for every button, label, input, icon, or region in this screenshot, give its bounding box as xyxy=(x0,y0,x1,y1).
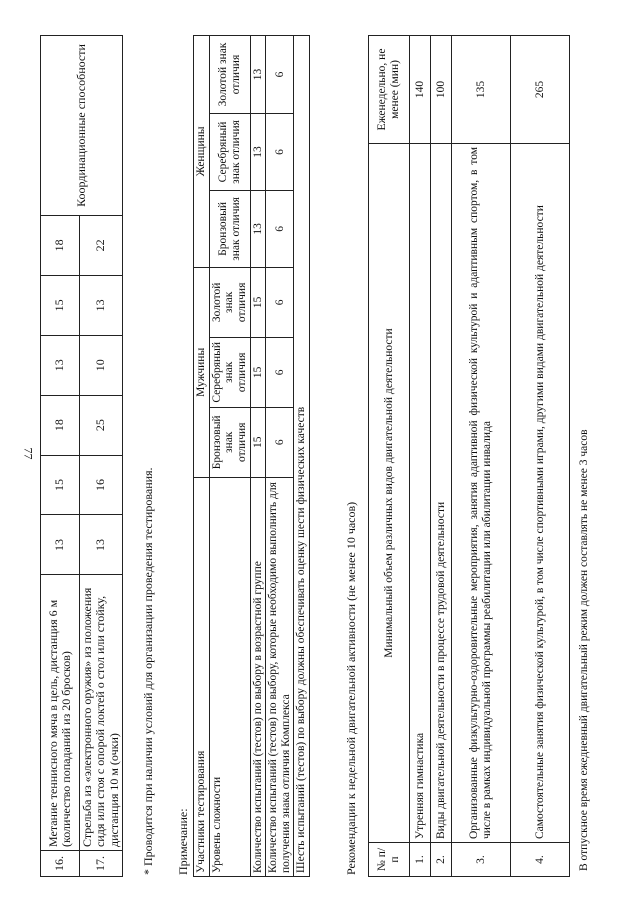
activity-name: Организованные физкультурно-оздоровительные мероприятия, занятия адаптивной физической культурой и адаптивным спортом, в том числе в рамках индивидуальной программы реабилитации или абилитации инвалида xyxy=(452,143,511,842)
test-value: 13 xyxy=(80,275,123,335)
row-number: 4. xyxy=(511,843,570,877)
page-number: 77 xyxy=(21,447,36,460)
badge-header: Бронзовый знак отличия xyxy=(209,190,250,267)
badge-header: Бронзовый знак отличия xyxy=(209,407,250,477)
cell-value: 6 xyxy=(266,337,294,407)
row-number: 3. xyxy=(452,843,511,877)
activity-name: Самостоятельные занятия физической культурой, в том числе спортивными играми, другими видами двигательной деятельности xyxy=(511,143,570,842)
table-row xyxy=(452,36,511,877)
cell-value: 6 xyxy=(266,113,294,190)
table-row xyxy=(266,36,294,877)
activity-name: Виды двигательной деятельности в процессе трудовой деятельности xyxy=(431,143,452,842)
badge-header: Золотой знак отличия xyxy=(209,36,250,114)
test-value: 22 xyxy=(80,215,123,275)
men-header: Мужчины xyxy=(194,267,210,477)
cell-value: 6 xyxy=(266,190,294,267)
test-value: 13 xyxy=(41,335,80,395)
badge-header: Золотой знак отличия xyxy=(209,267,250,337)
quality-label: Координационные способности xyxy=(41,36,123,216)
test-value: 15 xyxy=(41,275,80,335)
table-row xyxy=(431,36,452,877)
table-footer-note: Шесть испытаний (тестов) по выбору должны обеспечивать оценку шести физических качеств xyxy=(294,36,310,877)
table-row xyxy=(294,36,310,877)
badge-requirements-table xyxy=(193,35,310,877)
cell-value: 6 xyxy=(266,407,294,477)
participants-header: Участники тестирования xyxy=(194,477,210,876)
activity-minutes: 265 xyxy=(511,36,570,144)
cell-value: 15 xyxy=(250,337,266,407)
cell-value: 13 xyxy=(250,113,266,190)
cell-value: 15 xyxy=(250,267,266,337)
activity-header: Минимальный объем различных видов двигательной деятельности xyxy=(369,143,410,842)
table-row xyxy=(194,36,210,877)
cell-value: 15 xyxy=(250,407,266,477)
table-row xyxy=(209,36,250,877)
test-value: 18 xyxy=(41,215,80,275)
footnote: * Проводится при наличии условий для организации проведения тестирования. xyxy=(141,467,155,875)
activity-minutes: 135 xyxy=(452,36,511,144)
test-value: 18 xyxy=(41,395,80,455)
row-number: 1. xyxy=(410,843,431,877)
cell-value: 13 xyxy=(250,190,266,267)
table-row xyxy=(250,36,266,877)
cell-value: 13 xyxy=(250,36,266,114)
test-value: 15 xyxy=(41,455,80,515)
row-label: Количество испытаний (тестов) по выбору, которые необходимо выполнить для получения знака отличия Комплекса xyxy=(266,477,294,876)
badge-header: Серебряный знак отличия xyxy=(209,113,250,190)
difficulty-header: Уровень сложности xyxy=(209,477,250,876)
badge-header: Серебряный знак отличия xyxy=(209,337,250,407)
table-row xyxy=(410,36,431,877)
test-value: 16 xyxy=(80,455,123,515)
test-value: 25 xyxy=(80,395,123,455)
activity-minutes: 100 xyxy=(431,36,452,144)
test-value: 13 xyxy=(80,515,123,575)
num-header: № п/п xyxy=(369,843,410,877)
test-name: Стрельба из «электронного оружия» из положения сидя или стоя с опорой локтей о стол или стойку, дистанция 10 м (очки) xyxy=(80,575,123,851)
row-number: 16. xyxy=(41,851,80,877)
row-number: 2. xyxy=(431,843,452,877)
table-row xyxy=(41,36,80,877)
women-header: Женщины xyxy=(194,36,210,268)
cell-value: 6 xyxy=(266,36,294,114)
vacation-note: В отпускное время ежедневный двигательный режим должен составлять не менее 3 часов xyxy=(578,429,590,871)
row-number: 17. xyxy=(80,851,123,877)
test-name: Метание теннисного мяча в цель, дистанция 6 м (количество попаданий из 20 бросков) xyxy=(41,575,80,851)
table-row xyxy=(369,36,410,877)
test-value: 10 xyxy=(80,335,123,395)
tests-table xyxy=(40,35,123,877)
table-row xyxy=(511,36,570,877)
row-label: Количество испытаний (тестов) по выбору в возрастной группе xyxy=(250,477,266,876)
activity-table xyxy=(368,35,570,877)
activity-name: Утренняя гимнастика xyxy=(410,143,431,842)
note-label: Примечание: xyxy=(176,808,190,875)
test-value: 13 xyxy=(41,515,80,575)
activity-minutes: 140 xyxy=(410,36,431,144)
recommendations-title: Рекомендации к недельной двигательной активности (не менее 10 часов) xyxy=(344,501,358,875)
weekly-header: Еженедельно, не менее (мин) xyxy=(369,36,410,144)
cell-value: 6 xyxy=(266,267,294,337)
